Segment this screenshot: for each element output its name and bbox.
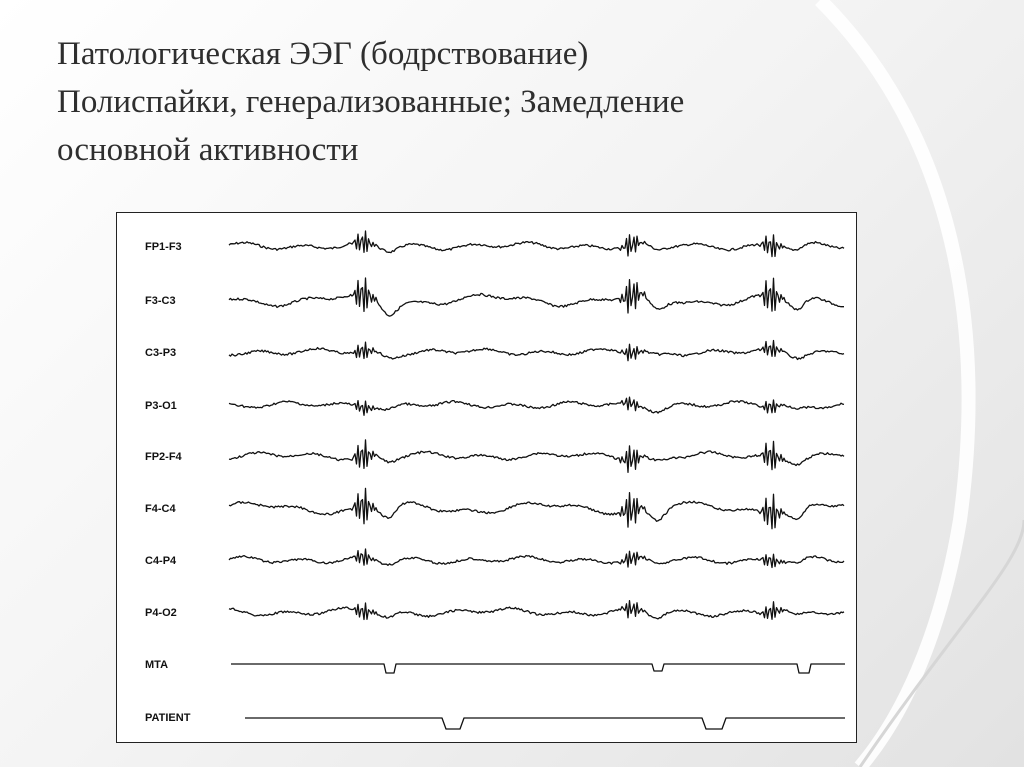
eeg-recording-panel: [116, 212, 857, 743]
slide-title: [57, 30, 857, 174]
eeg-traces: [117, 213, 856, 742]
eeg-trace-p4-o2: [229, 601, 844, 620]
channel-labels: [145, 241, 191, 724]
marker-label-mta: MTA: [145, 659, 169, 671]
trace-group: [229, 231, 845, 729]
eeg-trace-f3-c3: [229, 278, 844, 316]
title-line-1: Патологическая ЭЭГ (бодрствование): [57, 36, 589, 72]
channel-label-p3-o1: P3-O1: [145, 400, 177, 412]
eeg-trace-fp2-f4: [229, 440, 844, 472]
title-line-3: основной активности: [57, 132, 359, 168]
channel-label-fp1-f3: FP1-F3: [145, 241, 182, 253]
channel-label-c4-p4: C4-P4: [145, 555, 177, 567]
marker-trace-patient: [245, 718, 845, 729]
eeg-trace-f4-c4: [229, 488, 844, 528]
channel-label-fp2-f4: FP2-F4: [145, 451, 182, 463]
channel-label-f3-c3: F3-C3: [145, 295, 176, 307]
marker-label-patient: PATIENT: [145, 712, 191, 724]
channel-label-f4-c4: F4-C4: [145, 503, 176, 515]
title-line-2: Полиспайки, генерализованные; Замедление: [57, 84, 685, 120]
eeg-trace-c4-p4: [229, 549, 844, 568]
eeg-trace-p3-o1: [229, 397, 844, 415]
eeg-trace-c3-p3: [229, 341, 844, 361]
eeg-trace-fp1-f3: [229, 231, 844, 257]
marker-trace-mta: [231, 664, 845, 673]
channel-label-c3-p3: C3-P3: [145, 347, 177, 359]
channel-label-p4-o2: P4-O2: [145, 607, 177, 619]
